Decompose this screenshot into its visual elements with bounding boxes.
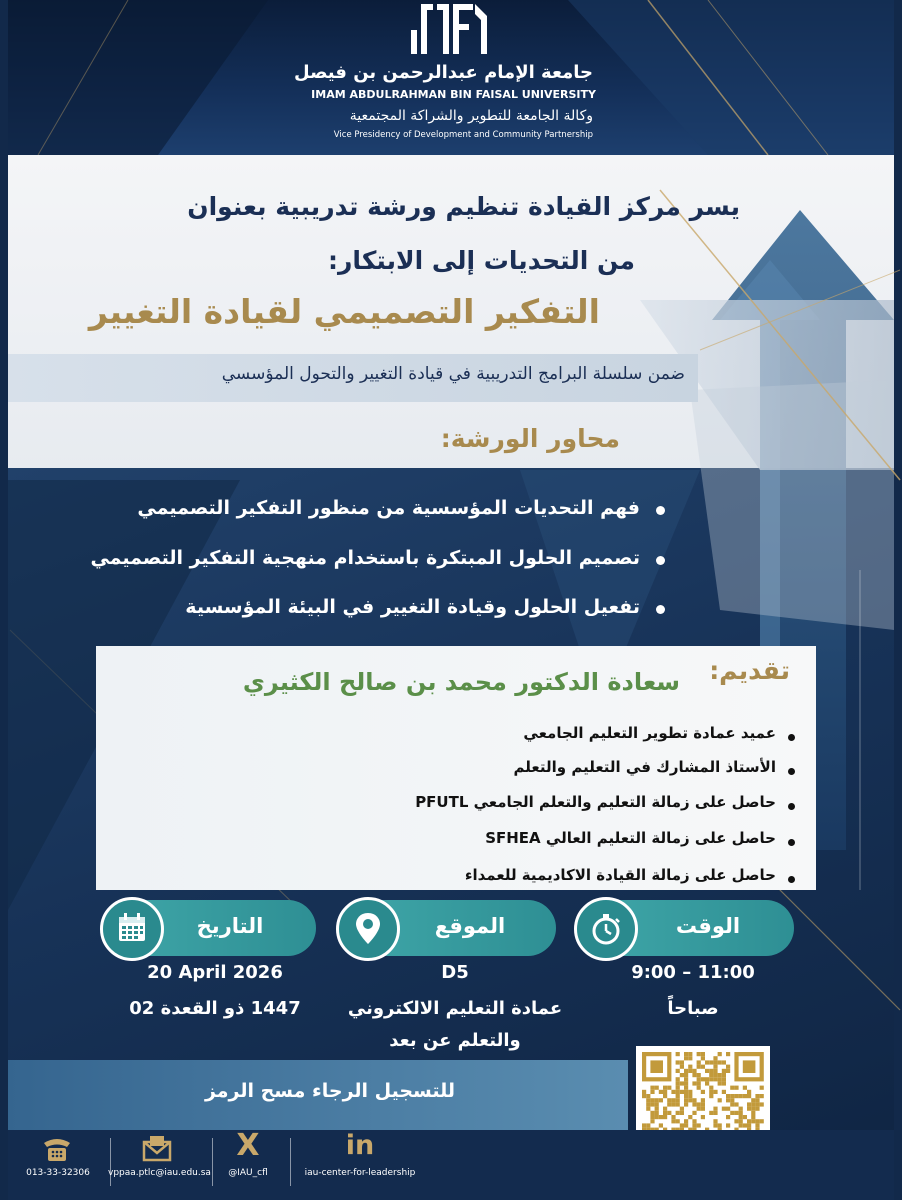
presenter-credential: حاصل على زمالة التعليم والتعلم الجامعي PFUTL [415,793,776,811]
topic-item: تفعيل الحلول وقيادة التغيير في البيئة المؤسسية [185,596,640,618]
footer-divider [110,1138,111,1186]
stopwatch-icon [577,900,635,958]
presenter-credential: حاصل على زمالة القيادة الاكاديمية للعمداء [464,866,776,884]
linkedin-icon: in [345,1130,375,1161]
calendar-icon [103,900,161,958]
university-name-ar: جامعة الإمام عبدالرحمن بن فيصل [294,62,593,83]
topic-bullet [656,506,665,515]
time-label: الوقت [675,914,741,938]
presenter-bullet [788,768,795,775]
presenter-credential: عميد عمادة تطوير التعليم الجامعي [523,724,776,742]
presenter-bullet [788,876,795,883]
presenter-label: تقديم: [709,656,790,685]
vice-presidency-ar: وكالة الجامعة للتطوير والشراكة المجتمعية [349,108,593,124]
presenter-name: سعادة الدكتور محمد بن صالح الكثيري [242,668,680,696]
date-icon-circle [100,897,164,961]
intro-text: يسر مركز القيادة تنظيم ورشة تدريبية بعنوان [187,192,740,221]
topics-heading: محاور الورشة: [440,424,620,453]
location-line-1: عمادة التعليم الالكتروني [347,998,563,1019]
university-name-en: IMAM ABDULRAHMAN BIN FAISAL UNIVERSITY [311,88,596,101]
vice-presidency-en: Vice Presidency of Development and Community Partnership [333,130,593,140]
time-period: صباحاً [667,998,719,1019]
linkedin-handle[interactable]: iau-center-for-leadership [304,1168,416,1178]
time-range: 9:00 – 11:00 [631,962,755,983]
university-logo [403,0,498,62]
phone-number[interactable]: 013-33-32306 [26,1168,90,1178]
series-text: ضمن سلسلة البرامج التدريبية في قيادة التغيير والتحول المؤسسي [221,364,685,384]
header [8,0,894,155]
presenter-credential: الأستاذ المشارك في التعليم والتعلم [513,758,776,776]
location-room: D5 [441,962,469,983]
presenter-bullet [788,734,795,741]
email-address[interactable]: vppaa.ptlc@iau.edu.sa [108,1168,211,1178]
x-icon: X [236,1128,260,1163]
date-gregorian: 20 April 2026 [147,962,283,983]
topic-item: فهم التحديات المؤسسية من منظور التفكير التصميمي [137,497,640,519]
phone-icon [40,1134,74,1164]
presenter-bullet [788,803,795,810]
topic-bullet [656,605,665,614]
footer-divider [212,1138,213,1186]
title-line-1: من التحديات إلى الابتكار: [328,246,635,275]
email-icon [140,1134,174,1164]
date-label: التاريخ [196,914,264,938]
location-label: الموقع [434,914,506,938]
topic-item: تصميم الحلول المبتكرة باستخدام منهجية التفكير التصميمي [90,547,640,569]
presenter-bullet [788,839,795,846]
time-icon-circle [574,897,638,961]
topic-bullet [656,556,665,565]
x-handle[interactable]: @IAU_cfl [228,1168,268,1178]
date-hijri: 1447 ذو القعدة 02 [129,998,301,1019]
location-pin-icon [339,900,397,958]
register-text: للتسجيل الرجاء مسح الرمز [204,1080,456,1102]
presenter-credential: حاصل على زمالة التعليم العالي SFHEA [485,829,776,847]
location-line-2: والتعلم عن بعد [389,1030,521,1051]
location-icon-circle [336,897,400,961]
footer-divider [290,1138,291,1186]
title-line-2: التفكير التصميمي لقيادة التغيير [88,292,600,331]
